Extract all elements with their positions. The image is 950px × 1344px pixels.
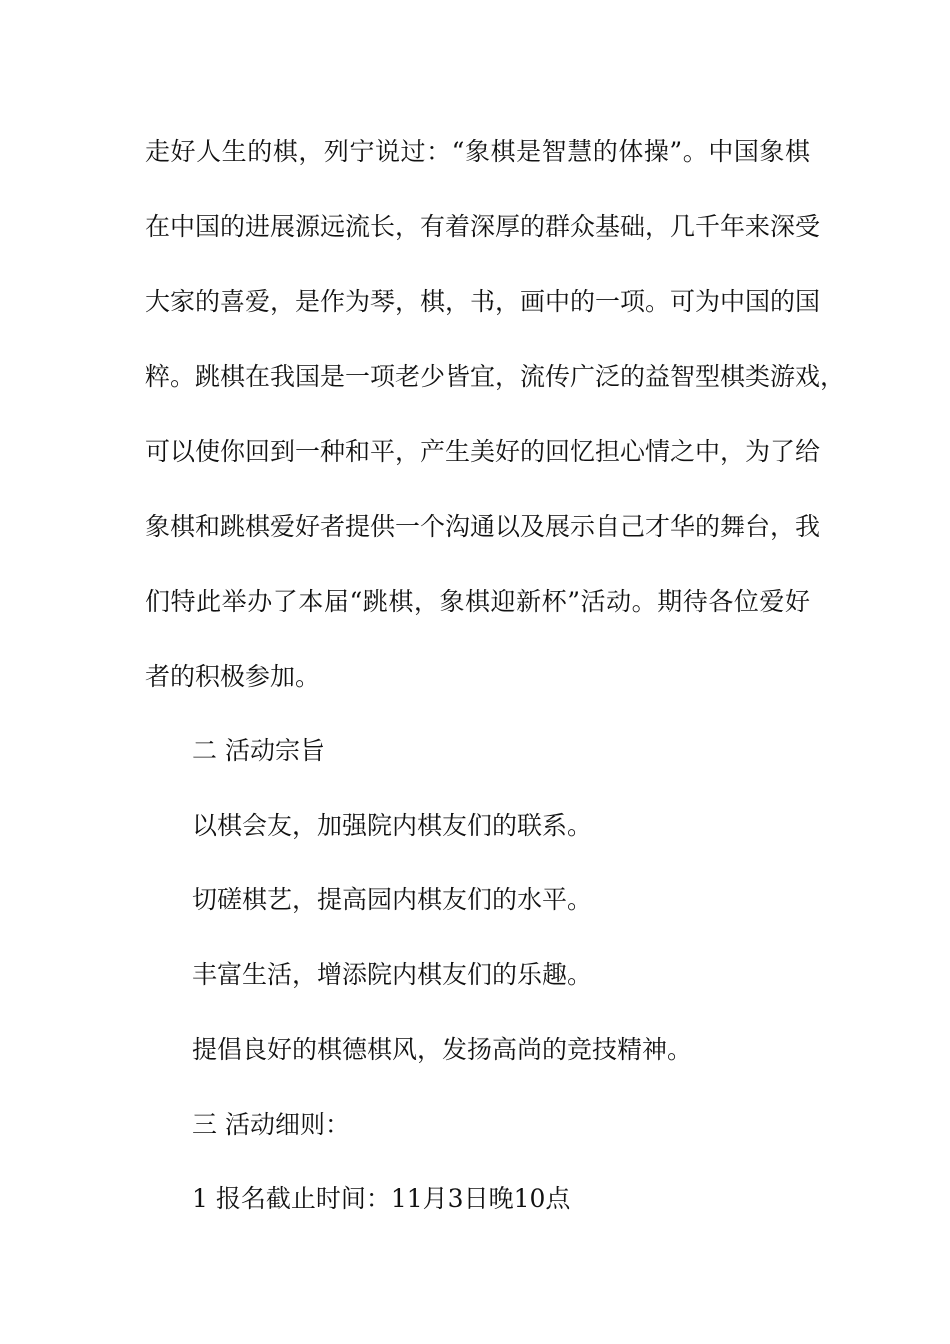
paragraph-line: 象棋和跳棋爱好者提供一个沟通以及展示自己才华的舞台，我	[145, 512, 821, 541]
list-item: 以棋会友，加强院内棋友们的联系。	[192, 811, 593, 840]
section-heading: 二 活动宗旨	[192, 736, 325, 765]
paragraph-line: 大家的喜爱，是作为琴，棋，书，画中的一项。可为中国的国	[145, 287, 821, 316]
list-item: 切磋棋艺，提高园内棋友们的水平。	[192, 885, 593, 914]
paragraph-line: 粹。跳棋在我国是一项老少皆宜，流传广泛的益智型棋类游戏，	[145, 362, 846, 391]
list-item: 提倡良好的棋德棋风，发扬高尚的竞技精神。	[192, 1035, 693, 1064]
paragraph-line: 者的积极参加。	[145, 662, 321, 691]
list-item: 1 报名截止时间：11月3日晚10点	[192, 1184, 571, 1213]
list-item: 丰富生活，增添院内棋友们的乐趣。	[192, 960, 593, 989]
paragraph-line: 可以使你回到一种和平，产生美好的回忆担心情之中，为了给	[145, 437, 821, 466]
paragraph-line: 在中国的进展源远流长，有着深厚的群众基础，几千年来深受	[145, 212, 821, 241]
section-heading: 三 活动细则：	[192, 1110, 350, 1139]
paragraph-line: 们特此举办了本届“跳棋，象棋迎新杯”活动。期待各位爱好	[145, 587, 811, 616]
paragraph-line: 走好人生的棋，列宁说过：“象棋是智慧的体操”。中国象棋	[145, 137, 811, 166]
